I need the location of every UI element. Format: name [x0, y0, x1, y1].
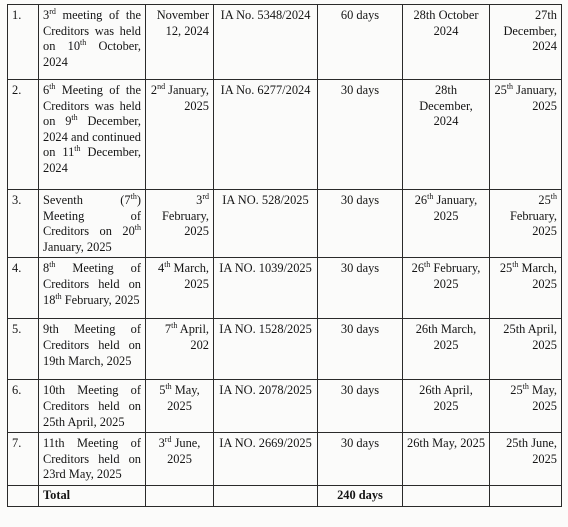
- total-days: 240 days: [318, 485, 403, 506]
- to-date-cell: 27th December, 2024: [490, 5, 562, 80]
- serial-number-cell: 6.: [8, 380, 39, 433]
- ordinal-suffix: th: [506, 81, 514, 91]
- ordinal-suffix: th: [165, 382, 172, 392]
- order-date-cell: 4th March, 2025: [146, 258, 214, 319]
- meeting-cell: 8th Meeting of Creditors held on 18th February, 2025: [39, 258, 146, 319]
- table-row: [8, 5, 562, 80]
- total-label: Total: [39, 485, 146, 506]
- table-row: [8, 380, 562, 433]
- extension-cell: 30 days: [318, 190, 403, 258]
- meeting-cell: 10th Meeting of Creditors held on 25th April, 2025: [39, 380, 146, 433]
- from-date-cell: 26th April, 2025: [403, 380, 490, 433]
- extension-cell: 30 days: [318, 433, 403, 486]
- to-date-cell: 25th June, 2025: [490, 433, 562, 486]
- serial-number-cell: 3.: [8, 190, 39, 258]
- order-date-cell: November 12, 2024: [146, 5, 214, 80]
- ordinal-suffix: rd: [164, 435, 172, 445]
- table-row: [8, 319, 562, 380]
- ordinal-suffix: th: [55, 291, 62, 301]
- order-date-cell: 3rd June, 2025: [146, 433, 214, 486]
- ordinal-suffix: rd: [49, 6, 56, 16]
- to-date-cell: 25th February, 2025: [490, 190, 562, 258]
- ordinal-suffix: th: [512, 260, 519, 270]
- table-row: [8, 433, 562, 486]
- from-date-cell: 26th March, 2025: [403, 319, 490, 380]
- meeting-cell: 9th Meeting of Creditors held on 19th March, 2025: [39, 319, 146, 380]
- from-date-cell: 26th January, 2025: [403, 190, 490, 258]
- ia-number-cell: IA NO. 1039/2025: [214, 258, 318, 319]
- ordinal-suffix: th: [49, 260, 56, 270]
- to-date-cell: 25th March, 2025: [490, 258, 562, 319]
- ordinal-suffix: th: [134, 223, 141, 233]
- extension-cell: 30 days: [318, 319, 403, 380]
- serial-number-cell: 7.: [8, 433, 39, 486]
- meeting-cell: 3rd meeting of the Creditors was held on 10th October, 2024: [39, 5, 146, 80]
- ia-number-cell: IA No. 5348/2024: [214, 5, 318, 80]
- ordinal-suffix: th: [130, 191, 137, 201]
- ordinal-suffix: th: [71, 113, 78, 123]
- extension-cell: 60 days: [318, 5, 403, 80]
- ordinal-suffix: th: [171, 321, 178, 331]
- ordinal-suffix: th: [164, 260, 171, 270]
- table-row: [8, 190, 562, 258]
- ordinal-suffix: th: [80, 38, 87, 48]
- ordinal-suffix: th: [550, 191, 557, 201]
- ordinal-suffix: nd: [157, 81, 166, 91]
- from-date-cell: 26th February, 2025: [403, 258, 490, 319]
- ordinal-suffix: th: [49, 81, 56, 91]
- total-empty-cell: [146, 485, 214, 506]
- ia-number-cell: IA NO. 1528/2025: [214, 319, 318, 380]
- serial-number-cell: 1.: [8, 5, 39, 80]
- ia-number-cell: IA NO. 528/2025: [214, 190, 318, 258]
- total-empty-cell: [490, 485, 562, 506]
- from-date-cell: 28th October 2024: [403, 5, 490, 80]
- ordinal-suffix: th: [424, 260, 431, 270]
- total-empty-cell: [214, 485, 318, 506]
- to-date-cell: 25th April, 2025: [490, 319, 562, 380]
- order-date-cell: 5th May, 2025: [146, 380, 214, 433]
- total-empty-cell: [403, 485, 490, 506]
- from-date-cell: 26th May, 2025: [403, 433, 490, 486]
- to-date-cell: 25th May, 2025: [490, 380, 562, 433]
- meeting-cell: Seventh (7th) Meeting of Creditors on 20th January, 2025: [39, 190, 146, 258]
- order-date-cell: 3rd February, 2025: [146, 190, 214, 258]
- ordinal-suffix: th: [522, 382, 529, 392]
- total-empty-cell: [8, 485, 39, 506]
- ia-number-cell: IA No. 6277/2024: [214, 80, 318, 190]
- serial-number-cell: 5.: [8, 319, 39, 380]
- extension-cell: 30 days: [318, 258, 403, 319]
- ordinal-suffix: th: [74, 144, 81, 154]
- table-row: [8, 80, 562, 190]
- serial-number-cell: 2.: [8, 80, 39, 190]
- extension-table: [7, 4, 562, 507]
- extension-cell: 30 days: [318, 80, 403, 190]
- ordinal-suffix: th: [427, 191, 434, 201]
- order-date-cell: 2nd January, 2025: [146, 80, 214, 190]
- total-row: [8, 485, 562, 506]
- table-row: [8, 258, 562, 319]
- order-date-cell: 7th April, 202: [146, 319, 214, 380]
- to-date-cell: 25th January, 2025: [490, 80, 562, 190]
- ia-number-cell: IA NO. 2078/2025: [214, 380, 318, 433]
- from-date-cell: 28th December, 2024: [403, 80, 490, 190]
- ia-number-cell: IA NO. 2669/2025: [214, 433, 318, 486]
- meeting-cell: 6th Meeting of the Creditors was held on 9th December, 2024 and continued on 11th December, 2024: [39, 80, 146, 190]
- meeting-cell: 11th Meeting of Creditors held on 23rd May, 2025: [39, 433, 146, 486]
- ordinal-suffix: rd: [202, 191, 209, 201]
- serial-number-cell: 4.: [8, 258, 39, 319]
- extension-cell: 30 days: [318, 380, 403, 433]
